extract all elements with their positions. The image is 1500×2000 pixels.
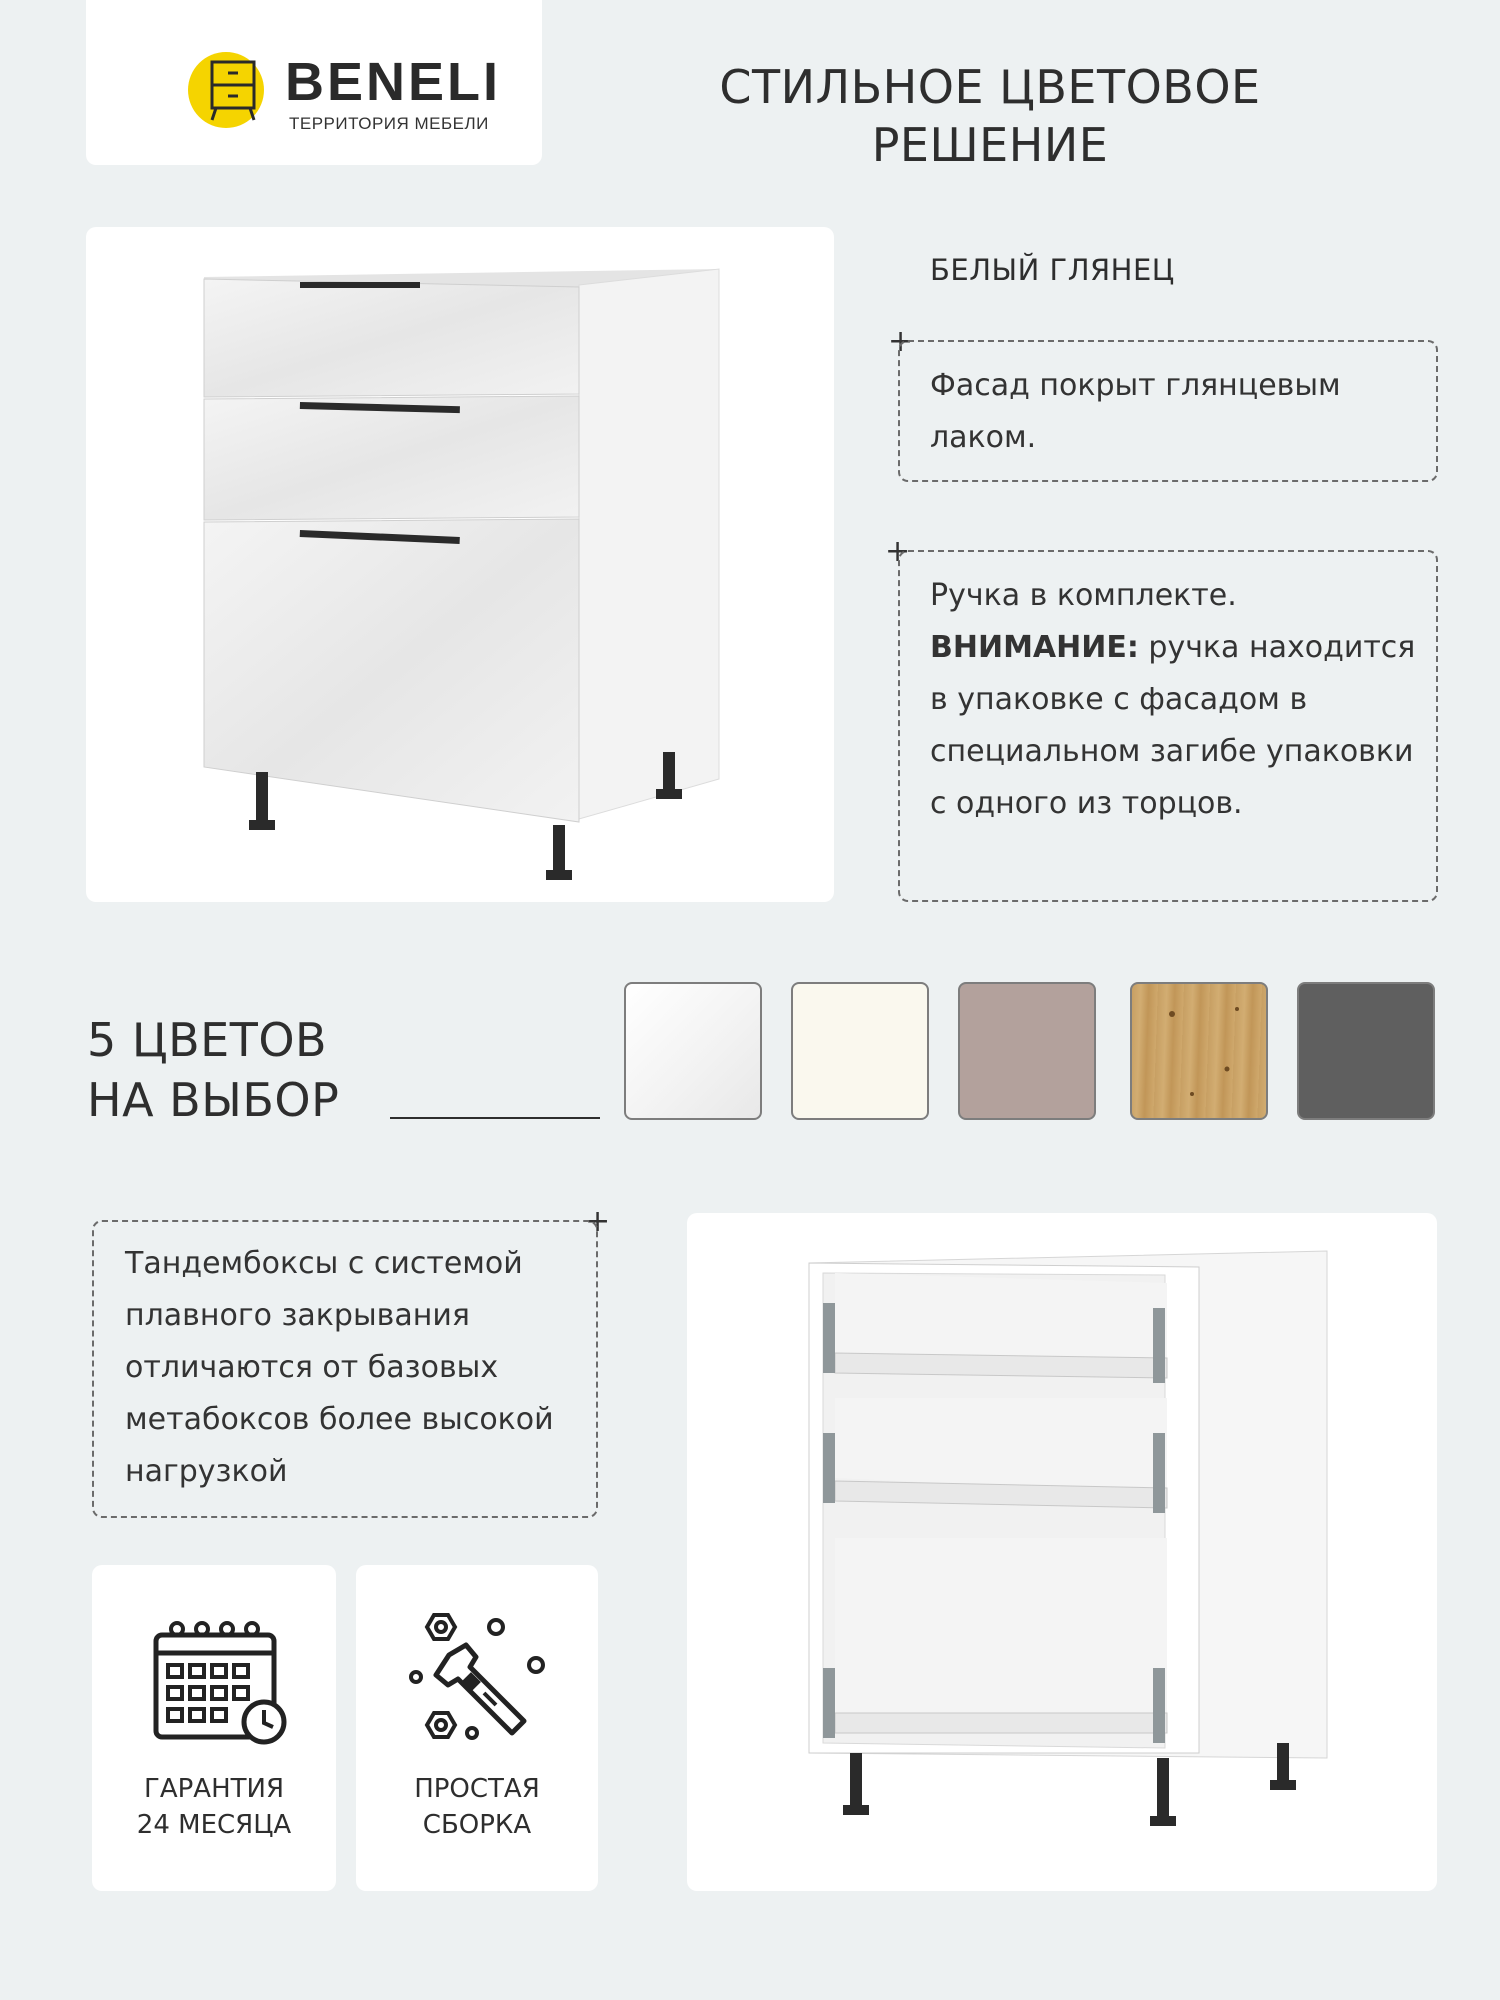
cabinet-open-image [687,1213,1437,1891]
swatch-graphite[interactable] [1297,982,1435,1120]
feature-card-assembly [356,1565,598,1891]
warning-label: ВНИМАНИЕ: [930,630,1139,665]
page-title-line-1: СТИЛЬНОЕ ЦВЕТОВОЕ [719,60,1261,114]
feature-card-warranty [92,1565,336,1891]
feature-label-assembly [356,1771,598,1843]
warning-text: ручка находится в упаковке с фасадом в специальном загибе упаковки с одного из торцов. [930,630,1416,821]
plus-icon: + [885,534,911,569]
brand-name: BENELI [285,52,502,112]
divider-line [390,1117,600,1119]
note-handle-text [930,570,1425,830]
note-tandem-text: Тандембоксы с системой плавного закрывания отличаются от базовых метабоксов более высокой нагрузкой [125,1246,554,1489]
colors-title-line-2: НА ВЫБОР [87,1073,340,1127]
feature-label-line-2: СБОРКА [422,1810,532,1840]
swatch-cappuccino[interactable] [958,982,1096,1120]
note-facade-text: Фасад покрыт глянцевым лаком. [930,368,1341,455]
plus-icon: + [585,1204,611,1239]
swatch-cream[interactable] [791,982,929,1120]
swatch-oak[interactable] [1130,982,1268,1120]
cabinet-interior-card [687,1213,1437,1891]
logo-icon [186,50,276,132]
page-title [640,58,1340,174]
cabinet-closed-image [86,227,834,902]
brand-tagline: ТЕРРИТОРИЯ МЕБЕЛИ [289,114,489,133]
calendar-clock-icon [152,1617,292,1747]
feature-label-line-1: ПРОСТАЯ [414,1774,540,1804]
colors-title-line-1: 5 ЦВЕТОВ [87,1013,328,1067]
product-image-card [86,227,834,902]
tools-icon [404,1605,554,1755]
page-title-line-2: РЕШЕНИЕ [871,118,1109,172]
feature-label-line-2: 24 МЕСЯЦА [136,1810,292,1840]
feature-label-line-1: ГАРАНТИЯ [143,1774,285,1804]
note-handle-line-1: Ручка в комплекте. [930,578,1237,613]
color-name: БЕЛЫЙ ГЛЯНЕЦ [930,253,1175,287]
colors-title [87,1010,339,1130]
plus-icon: + [888,324,914,359]
swatch-white-gloss[interactable] [624,982,762,1120]
feature-label-warranty [92,1771,336,1843]
oak-knots [1132,984,1266,1118]
